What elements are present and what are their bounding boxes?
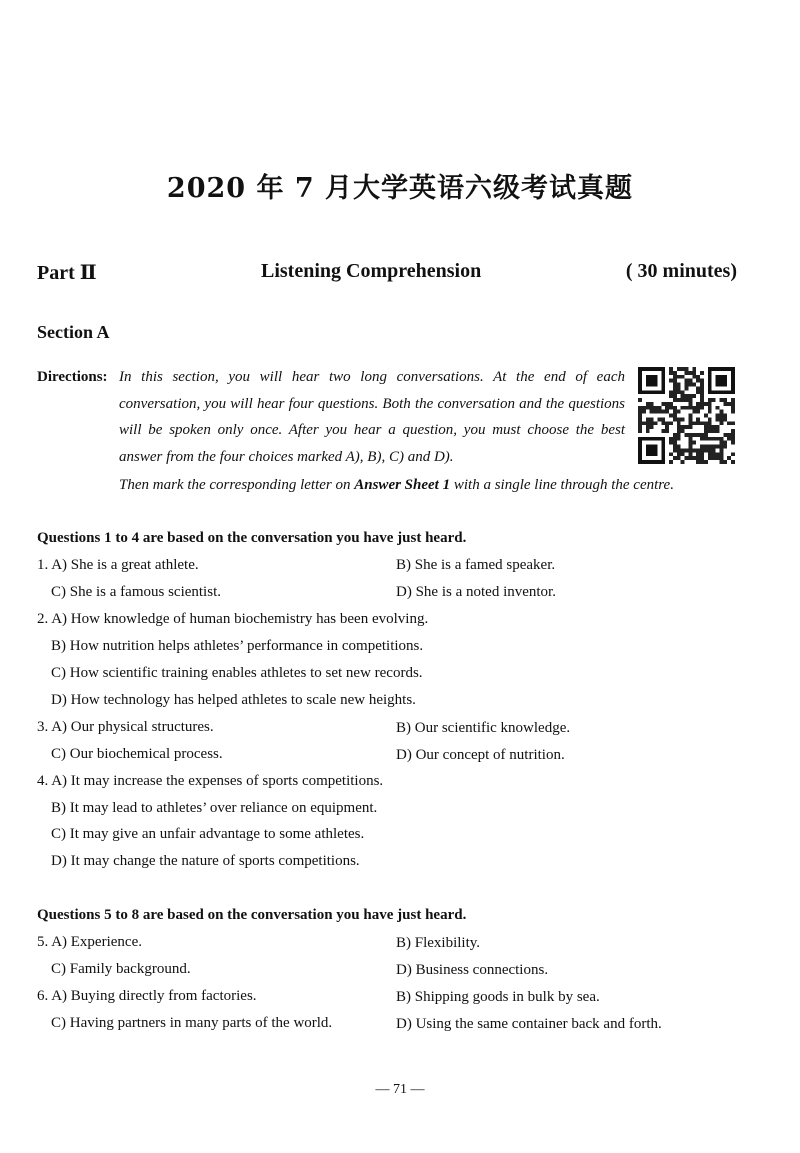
list-item [51,692,416,709]
option-text: Shipping goods in bulk by sea. [414,989,600,1005]
option-letter: C) [51,826,66,842]
qr-code-icon [638,367,735,464]
list-item [37,934,142,951]
option-letter: D) [51,853,67,869]
option-letter: C) [51,584,66,600]
option-letter: C) [51,746,66,762]
option-text: Experience. [70,934,142,950]
part-header [37,260,737,290]
option-text: Our physical structures. [70,719,214,735]
question-number: 4. [37,773,49,789]
option-letter: B) [396,557,411,573]
list-item [51,853,360,870]
option-text: It may increase the expenses of sports competitions. [70,773,384,789]
option-text: Business connections. [415,962,549,978]
option-letter: C) [51,665,66,681]
option-letter: A) [51,773,68,789]
option-letter: D) [396,962,412,978]
question-number: 6. [37,988,49,1004]
list-item [51,826,364,843]
option-text: Flexibility. [414,935,481,951]
option-text: Our biochemical process. [69,746,223,762]
option-letter: D) [51,692,67,708]
list-item [37,773,383,790]
option-letter: A) [51,611,68,627]
option-letter: B) [51,800,66,816]
option-letter: A) [51,719,68,735]
option-letter: D) [396,747,412,763]
option-letter: D) [396,584,412,600]
list-item [51,665,423,682]
option-text: How technology has helped athletes to scale new heights. [70,692,416,708]
option-text: Our concept of nutrition. [415,747,565,763]
question-number: 5. [37,934,49,950]
page-title: 2020 年 7 月大学英语六级考试真题 [166,173,634,204]
list-item [51,800,377,817]
list-item [51,1015,332,1032]
list-item [51,961,191,978]
list-item [396,1016,662,1033]
option-text: It may lead to athletes’ over reliance on equipment. [69,800,378,816]
question-number: 1. [37,557,49,573]
list-item [396,720,570,737]
option-text: Buying directly from factories. [70,988,257,1004]
directions-label: Directions: [37,369,108,385]
page-number: — 71 — [375,1082,425,1097]
part-label: Part Ⅱ [37,262,97,284]
option-text: Having partners in many parts of the world. [69,1015,333,1031]
list-item [37,557,199,574]
list-item [51,746,223,763]
answer-sheet-label: Answer Sheet 1 [354,477,451,493]
directions-last-line [119,472,739,499]
option-text: Using the same container back and forth. [415,1016,662,1032]
list-item [51,584,221,601]
section-heading: Section A [37,322,110,342]
directions-last-post: with a single line through the centre. [450,477,674,493]
list-item [396,557,555,574]
option-text: How nutrition helps athletes’ performance in competitions. [69,638,424,654]
list-item [37,719,214,736]
directions-text: In this section, you will hear two long conversations. At the end of each conversation, you will hear four questions. Both the conversation and the questions will be spoken only once. After you hear a question, you must choose the best answer from the four choices marked A), B), C) and D). [119,369,625,465]
option-letter: C) [51,1015,66,1031]
question-number: 3. [37,719,49,735]
option-letter: D) [396,1016,412,1032]
list-item [51,638,423,655]
group-header: Questions 1 to 4 are based on the conversation you have just heard. [37,530,467,546]
option-text: She is a famous scientist. [69,584,221,600]
part-name: Listening Comprehension [261,260,482,282]
list-item [396,962,548,979]
list-item [396,935,480,952]
list-item [37,611,428,628]
option-text: It may give an unfair advantage to some athletes. [69,826,365,842]
list-item [396,584,556,601]
option-text: She is a noted inventor. [415,584,556,600]
option-letter: B) [396,935,411,951]
option-letter: B) [51,638,66,654]
option-text: Family background. [69,961,191,977]
option-letter: B) [396,989,411,1005]
option-text: She is a famed speaker. [414,557,556,573]
part-time: ( 30 minutes) [625,260,737,282]
option-text: Our scientific knowledge. [414,720,571,736]
option-text: It may change the nature of sports competitions. [70,853,360,869]
group-header: Questions 5 to 8 are based on the conversation you have just heard. [37,907,467,923]
list-item [396,747,565,764]
option-letter: C) [51,961,66,977]
option-letter: A) [51,557,68,573]
option-letter: B) [396,720,411,736]
option-letter: A) [51,988,68,1004]
option-text: How scientific training enables athletes to set new records. [69,665,423,681]
list-item [37,988,257,1005]
list-item [396,989,600,1006]
option-text: She is a great athlete. [70,557,199,573]
directions-last-pre: Then mark the corresponding letter on [119,477,355,493]
option-letter: A) [51,934,68,950]
question-number: 2. [37,611,49,627]
option-text: How knowledge of human biochemistry has been evolving. [70,611,429,627]
